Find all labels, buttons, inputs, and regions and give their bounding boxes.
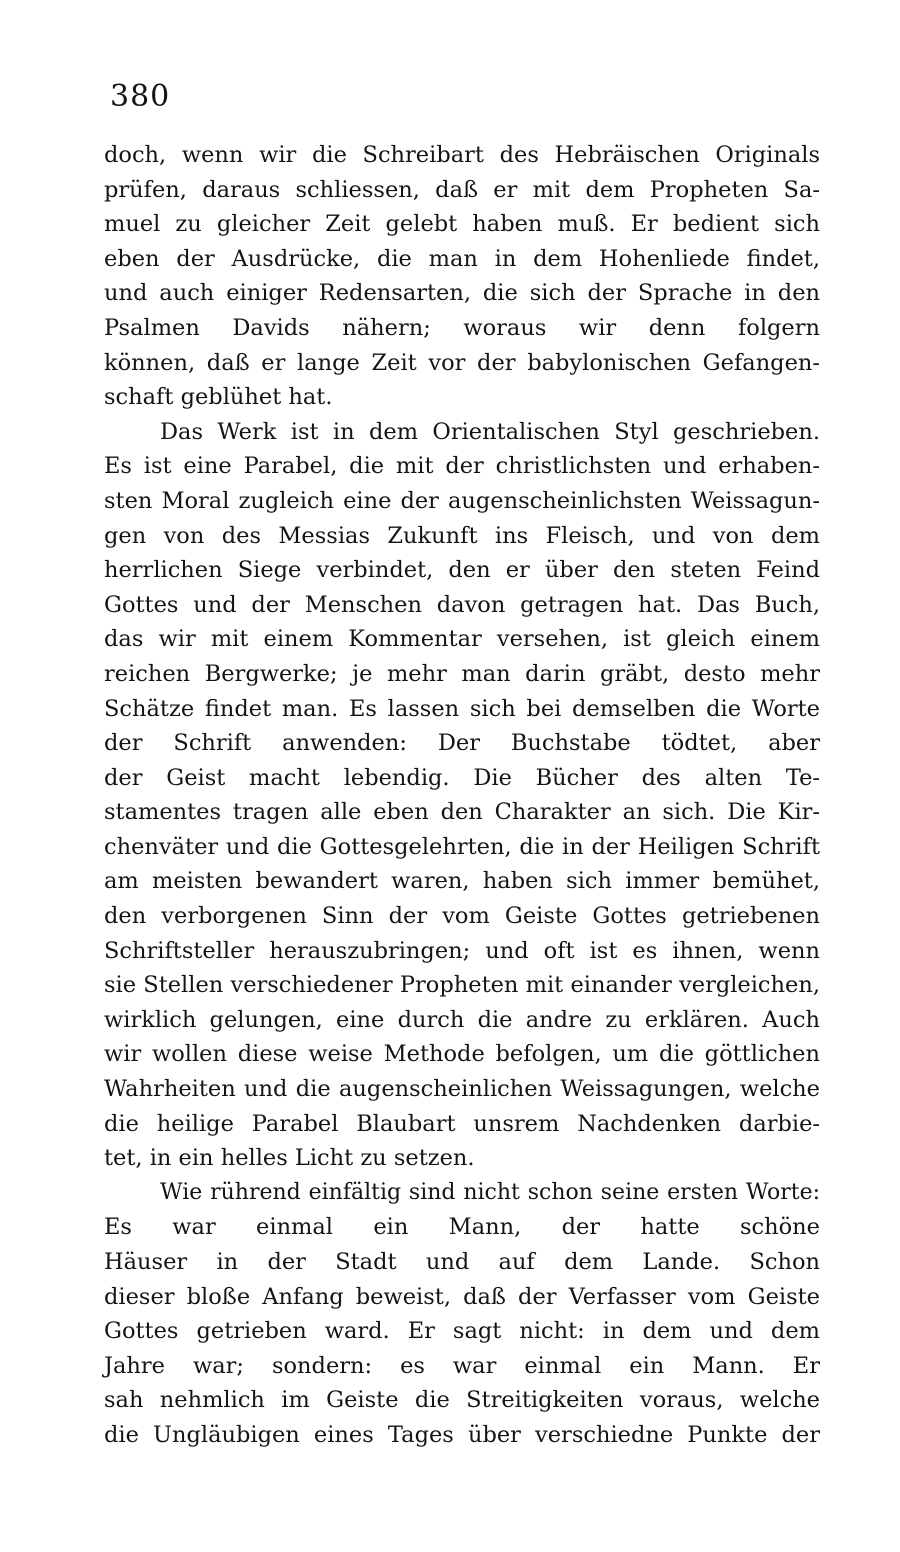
text-line: muel zu gleicher Zeit gelebt haben muß. Er bedient sich — [104, 211, 820, 238]
text-line: der Schrift anwenden: Der Buchstabe tödtet, aber — [104, 730, 820, 757]
paragraph — [104, 1176, 820, 1453]
text-line: und auch einiger Redensarten, die sich der Sprache in den — [104, 280, 820, 307]
paragraph — [104, 138, 820, 415]
page-number: 380 — [110, 79, 171, 114]
text-line: Psalmen Davids nähern; woraus wir denn folgern — [104, 314, 820, 341]
text-line: die Ungläubigen eines Tages über verschiedne Punkte der — [104, 1421, 820, 1448]
text-line: den verborgenen Sinn der vom Geiste Gottes getriebenen — [104, 903, 820, 930]
text-line: schaft geblühet hat. — [104, 384, 333, 411]
text-line: doch, wenn wir die Schreibart des Hebräischen Originals — [104, 142, 820, 168]
text-line: gen von des Messias Zukunft ins Fleisch, und von dem — [104, 522, 820, 549]
text-line: Schriftsteller herauszubringen; und oft ist es ihnen, wenn — [104, 937, 820, 964]
text-line: Schätze findet man. Es lassen sich bei demselben die Worte — [104, 695, 820, 722]
text-line: wir wollen diese weise Methode befolgen, um die göttlichen — [104, 1041, 820, 1068]
body-text — [104, 138, 820, 1453]
text-line: Wahrheiten und die augenscheinlichen Weissagungen, welche — [104, 1076, 820, 1103]
text-line: Es ist eine Parabel, die mit der christlichsten und erhaben- — [104, 453, 820, 480]
text-line: Gottes und der Menschen davon getragen hat. Das Buch, — [104, 591, 820, 618]
text-line: das wir mit einem Kommentar versehen, ist gleich einem — [104, 626, 820, 653]
text-line: die heilige Parabel Blaubart unsrem Nachdenken darbie- — [104, 1110, 820, 1137]
text-line: stamentes tragen alle eben den Charakter an sich. Die Kir- — [104, 799, 820, 826]
text-line: chenväter und die Gottesgelehrten, die in der Heiligen Schrift — [104, 833, 820, 860]
paragraph — [104, 415, 820, 1176]
text-line: der Geist macht lebendig. Die Bücher des alten Te- — [104, 764, 820, 791]
text-line: Häuser in der Stadt und auf dem Lande. Schon — [104, 1249, 820, 1275]
text-line: Wie rührend einfältig sind nicht schon seine ersten Worte: — [160, 1179, 820, 1205]
text-line: am meisten bewandert waren, haben sich immer bemühet, — [104, 868, 820, 895]
text-line: Das Werk ist in dem Orientalischen Styl geschrieben. — [160, 418, 820, 445]
text-line: sie Stellen verschiedener Propheten mit einander vergleichen, — [104, 972, 820, 999]
text-line: Es war einmal ein Mann, der hatte schöne — [104, 1214, 820, 1241]
text-line: Jahre war; sondern: es war einmal ein Mann. Er — [104, 1352, 820, 1379]
text-line: reichen Bergwerke; je mehr man darin gräbt, desto mehr — [104, 660, 820, 687]
text-line: Gottes getrieben ward. Er sagt nicht: in dem und dem — [104, 1318, 820, 1345]
text-line: herrlichen Siege verbindet, den er über den steten Feind — [104, 557, 820, 584]
text-line: tet, in ein helles Licht zu setzen. — [104, 1145, 475, 1172]
text-line: können, daß er lange Zeit vor der babylonischen Gefangen- — [104, 349, 820, 376]
text-line: dieser bloße Anfang beweist, daß der Verfasser vom Geiste — [104, 1283, 820, 1310]
text-line: sah nehmlich im Geiste die Streitigkeiten voraus, welche — [104, 1387, 820, 1414]
text-line: eben der Ausdrücke, die man in dem Hohenliede findet, — [104, 245, 820, 272]
text-line: wirklich gelungen, eine durch die andre zu erklären. Auch — [104, 1006, 820, 1033]
text-line: prüfen, daraus schliessen, daß er mit dem Propheten Sa- — [104, 176, 820, 203]
text-line: sten Moral zugleich eine der augenscheinlichsten Weissagun- — [104, 487, 820, 514]
